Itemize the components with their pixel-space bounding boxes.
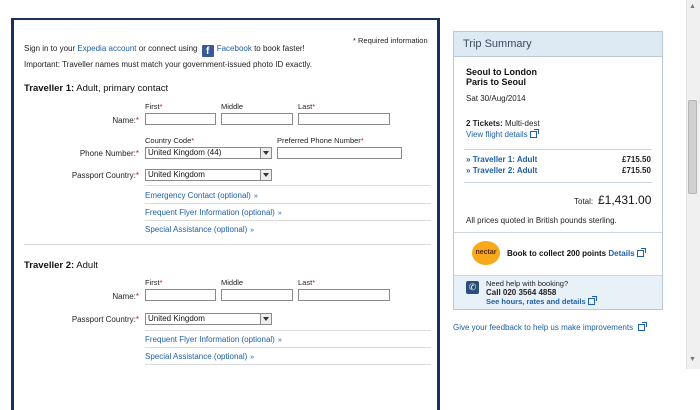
traveller-2-middle-name-input[interactable] xyxy=(221,289,293,301)
nectar-details-link[interactable]: Details xyxy=(608,249,643,258)
nectar-logo: nectar xyxy=(472,241,500,265)
scroll-down-arrow-icon[interactable]: ▼ xyxy=(689,356,696,363)
divider xyxy=(145,330,431,331)
help-phone: Call 020 3564 4858 xyxy=(486,288,557,297)
traveller-1-first-name-input[interactable] xyxy=(145,113,216,125)
signin-suffix: to book faster! xyxy=(254,44,305,53)
scrollbar-thumb[interactable] xyxy=(688,100,697,194)
tickets-line: 2 Tickets: Multi-dest xyxy=(466,119,540,128)
divider xyxy=(145,347,431,348)
preferred-phone-input[interactable] xyxy=(277,147,402,159)
traveller-2-frequent-flyer-toggle[interactable]: Frequent Flyer Information (optional) » xyxy=(145,335,282,344)
middle-name-label: Middle xyxy=(221,278,244,287)
traveller-2-price-toggle[interactable]: » Traveller 2: Adult xyxy=(466,166,538,175)
external-link-icon xyxy=(637,250,644,257)
booking-form-panel xyxy=(11,18,440,410)
emergency-contact-toggle[interactable]: Emergency Contact (optional) » xyxy=(145,191,258,200)
traveller-2-special-assistance-toggle[interactable]: Special Assistance (optional) » xyxy=(145,352,255,361)
view-flight-details-link[interactable]: View flight details xyxy=(466,130,537,139)
feedback-link[interactable]: Give your feedback to help us make improvements xyxy=(453,323,645,332)
total-label: Total: xyxy=(574,197,594,206)
signin-prefix: Sign in to your xyxy=(24,44,76,53)
trip-date: Sat 30/Aug/2014 xyxy=(466,94,526,103)
first-name-label: First* xyxy=(145,102,163,111)
divider xyxy=(145,220,431,221)
country-code-label: Country Code* xyxy=(145,136,195,145)
traveller-1-middle-name-input[interactable] xyxy=(221,113,293,125)
divider xyxy=(145,364,431,365)
facebook-icon[interactable]: f xyxy=(202,45,214,57)
expand-chevron-icon: » xyxy=(250,354,255,361)
expand-chevron-icon: » xyxy=(277,210,282,217)
traveller-1-price: £715.50 xyxy=(622,155,651,164)
traveller-2-passport-select[interactable]: United Kingdom xyxy=(145,313,272,325)
expand-chevron-icon: » xyxy=(250,227,255,234)
traveller-1-special-assistance-toggle[interactable]: Special Assistance (optional) » xyxy=(145,225,255,234)
last-name-label: Last* xyxy=(298,278,316,287)
divider xyxy=(145,185,431,186)
traveller-1-last-name-input[interactable] xyxy=(298,113,390,125)
phone-icon: ✆ xyxy=(466,281,479,294)
traveller-2-passport-label: Passport Country:* xyxy=(71,315,139,324)
traveller-2-price: £715.50 xyxy=(622,166,651,175)
traveller-1-passport-select[interactable]: United Kingdom xyxy=(145,169,272,181)
chevron-down-icon: » xyxy=(466,166,471,175)
summary-divider xyxy=(464,149,652,150)
external-link-icon xyxy=(588,298,595,305)
traveller-1-price-toggle[interactable]: » Traveller 1: Adult xyxy=(466,155,538,164)
expedia-account-link[interactable]: Expedia account xyxy=(77,44,137,53)
traveller-2-last-name-input[interactable] xyxy=(298,289,390,301)
important-note: Important: Traveller names must match your government-issued photo ID exactly. xyxy=(24,60,312,69)
preferred-phone-label: Preferred Phone Number* xyxy=(277,136,364,145)
traveller-2-first-name-input[interactable] xyxy=(145,289,216,301)
external-link-icon xyxy=(530,131,537,138)
see-hours-link[interactable]: See hours, rates and details xyxy=(486,297,595,306)
scroll-up-arrow-icon[interactable]: ▲ xyxy=(689,3,696,10)
divider xyxy=(145,203,431,204)
facebook-link[interactable]: Facebook xyxy=(216,44,252,53)
external-link-icon xyxy=(638,324,645,331)
chevron-down-icon xyxy=(260,314,271,324)
currency-note: All prices quoted in British pounds sterling. xyxy=(466,216,617,225)
expand-chevron-icon: » xyxy=(277,337,282,344)
traveller-1-frequent-flyer-toggle[interactable]: Frequent Flyer Information (optional) » xyxy=(145,208,282,217)
total-value: £1,431.00 xyxy=(598,193,652,207)
chevron-down-icon xyxy=(260,170,271,180)
nectar-points-text: Book to collect 200 points Details xyxy=(507,249,644,258)
signin-line xyxy=(24,44,305,57)
chevron-down-icon xyxy=(260,148,271,158)
trip-summary-title: Trip Summary xyxy=(454,32,662,57)
last-name-label: Last* xyxy=(298,102,316,111)
phone-number-label: Phone Number:* xyxy=(79,149,139,158)
route-2: Paris to Seoul xyxy=(466,77,527,87)
traveller-1-passport-label: Passport Country:* xyxy=(71,171,139,180)
expand-chevron-icon: » xyxy=(253,193,258,200)
summary-divider xyxy=(464,182,652,183)
route-1: Seoul to London xyxy=(466,67,537,77)
required-information-note: * Required information xyxy=(353,36,428,45)
traveller-1-heading: Traveller 1: Adult, primary contact xyxy=(24,83,169,94)
traveller-divider xyxy=(24,244,431,245)
country-code-select[interactable]: United Kingdom (44) xyxy=(145,147,272,159)
help-question: Need help with booking? xyxy=(486,279,569,288)
trip-summary-panel xyxy=(453,31,663,310)
signin-middle: or connect using xyxy=(138,44,198,53)
first-name-label: First* xyxy=(145,278,163,287)
summary-divider xyxy=(454,232,662,233)
middle-name-label: Middle xyxy=(221,102,244,111)
traveller-2-name-label: Name:* xyxy=(112,292,139,301)
chevron-down-icon: » xyxy=(466,155,471,164)
traveller-2-heading: Traveller 2: Adult xyxy=(24,260,98,271)
traveller-1-name-label: Name:* xyxy=(112,116,139,125)
